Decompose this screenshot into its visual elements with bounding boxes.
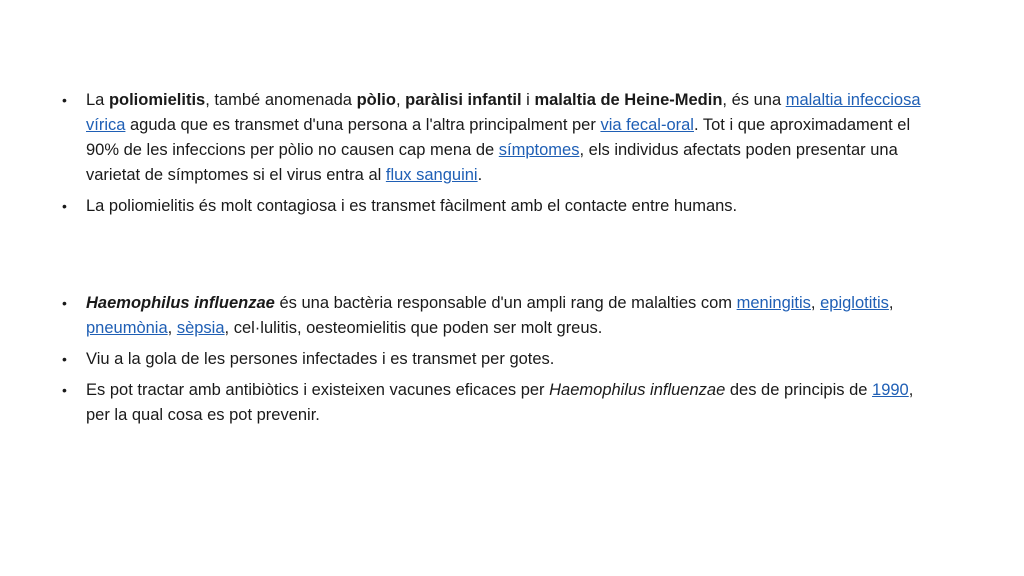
text: Viu a la gola de les persones infectades i es transmet per gotes. xyxy=(86,350,555,368)
bullet-icon: • xyxy=(62,351,67,367)
link-epiglotitis[interactable]: epiglotitis xyxy=(820,294,889,312)
text: , és una xyxy=(722,91,786,109)
bullet-icon: • xyxy=(62,92,67,108)
text: . xyxy=(477,166,483,184)
list-item-haemophilus-definition xyxy=(60,291,940,341)
link-1990[interactable]: 1990 xyxy=(872,381,909,399)
text: des de principis de xyxy=(725,381,873,399)
text: Es pot tractar amb antibiòtics i existeixen vacunes eficaces per xyxy=(86,381,550,399)
list-item-polio-definition xyxy=(60,88,940,188)
text: , també anomenada xyxy=(205,91,357,109)
link-sepsia[interactable]: sèpsia xyxy=(176,319,225,337)
text: , cel·lulitis, oesteomielitis que poden ser molt greus. xyxy=(224,319,603,337)
term-poliomielitis: poliomielitis xyxy=(108,91,206,109)
text: , els individus afectats poden presentar una varietat de símptomes si el virus entra al xyxy=(86,141,898,184)
text: La poliomielitis és molt contagiosa i es transmet fàcilment amb el contacte entre humans. xyxy=(86,197,738,215)
text: , per la qual cosa es pot prevenir. xyxy=(86,381,914,424)
text: , xyxy=(395,91,406,109)
text: La xyxy=(86,91,109,109)
list-item-polio-contagion xyxy=(60,194,940,219)
haemophilus-list xyxy=(60,291,940,428)
bullet-icon: • xyxy=(62,382,67,398)
text: . Tot i que aproximadament el 90% de les infeccions per pòlio no causen cap mena de xyxy=(86,116,911,159)
text: , xyxy=(888,294,894,312)
link-virica[interactable]: vírica xyxy=(86,116,126,134)
list-item-haemophilus-transmission xyxy=(60,347,940,372)
term-paralisi-infantil: paràlisi infantil xyxy=(405,91,522,109)
link-malaltia-infecciosa[interactable]: malaltia infecciosa xyxy=(785,91,921,109)
text: , xyxy=(810,294,821,312)
slide-content xyxy=(60,88,940,434)
text: i xyxy=(521,91,535,109)
link-flux-sanguini[interactable]: flux sanguini xyxy=(385,166,478,184)
link-via-fecal-oral[interactable]: via fecal-oral xyxy=(600,116,694,134)
link-simptomes[interactable]: símptomes xyxy=(498,141,580,159)
term-haemophilus-influenzae: Haemophilus influenzae xyxy=(549,381,726,399)
link-meningitis[interactable]: meningitis xyxy=(736,294,811,312)
term-haemophilus-influenzae: Haemophilus influenzae xyxy=(86,294,275,312)
polio-list xyxy=(60,88,940,219)
text: , xyxy=(167,319,177,337)
bullet-icon: • xyxy=(62,295,67,311)
bullet-icon: • xyxy=(62,198,67,214)
text: és una bactèria responsable d'un ampli rang de malalties com xyxy=(274,294,737,312)
list-item-haemophilus-treatment xyxy=(60,378,940,428)
term-polio: pòlio xyxy=(356,91,396,109)
text: aguda que es transmet d'una persona a l'altra principalment per xyxy=(125,116,601,134)
section-spacer xyxy=(60,225,940,291)
term-heine-medin: malaltia de Heine-Medin xyxy=(534,91,723,109)
link-pneumonia[interactable]: pneumònia xyxy=(86,319,168,337)
